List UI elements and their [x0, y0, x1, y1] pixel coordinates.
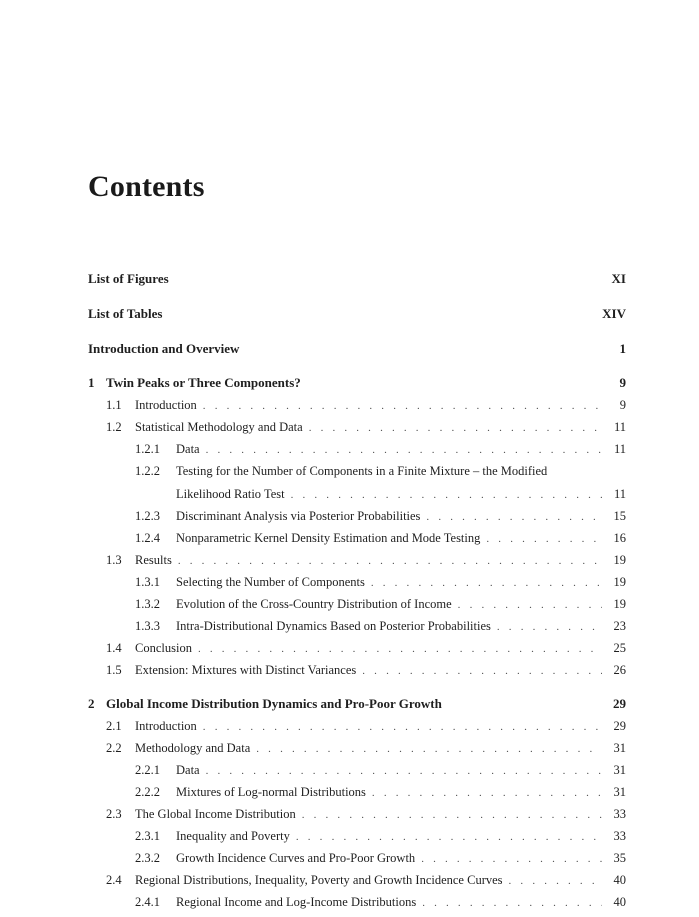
subsection-title: Discriminant Analysis via Posterior Probabilities — [176, 509, 421, 523]
subsection-title: Evolution of the Cross-Country Distribution of Income — [176, 597, 452, 611]
section-title: Statistical Methodology and Data — [135, 420, 303, 434]
section-title: Introduction — [135, 719, 197, 733]
subsection-number: 1.3.2 — [135, 597, 160, 611]
subsection-title: Mixtures of Log-normal Distributions — [176, 785, 366, 799]
toc-section-2-4[interactable] — [106, 873, 626, 888]
leader-dots — [206, 765, 602, 777]
subsection-number: 2.3.1 — [135, 829, 160, 843]
subsection-page: 35 — [613, 851, 626, 865]
subsection-page: 11 — [613, 442, 626, 456]
subsection-number: 2.2.1 — [135, 763, 160, 777]
leader-dots — [497, 621, 602, 633]
subsection-number: 1.2.2 — [135, 464, 160, 478]
subsection-title: Data — [176, 442, 200, 456]
section-number: 1.1 — [106, 398, 122, 412]
subsection-number: 1.2.4 — [135, 531, 160, 545]
subsection-page: 40 — [613, 895, 626, 909]
toc-subsection-1-3-1[interactable] — [135, 575, 626, 590]
section-number: 1.3 — [106, 553, 122, 567]
toc-subsection-2-3-2[interactable] — [135, 851, 626, 866]
section-page: 19 — [613, 553, 626, 567]
subsection-title: Selecting the Number of Components — [176, 575, 365, 589]
entry-title: List of Figures — [88, 271, 169, 286]
toc-section-2-1[interactable] — [106, 719, 626, 734]
section-number: 1.5 — [106, 663, 122, 677]
leader-dots — [486, 533, 602, 545]
leader-dots — [256, 743, 602, 755]
subsection-title-continued: Likelihood Ratio Test — [176, 487, 285, 501]
section-page: 29 — [613, 719, 626, 733]
leader-dots — [421, 853, 602, 865]
chapter-number: 2 — [88, 696, 95, 711]
toc-section-2-2[interactable] — [106, 741, 626, 756]
leader-dots — [309, 422, 602, 434]
section-number: 2.4 — [106, 873, 122, 887]
toc-entry-list-of-figures[interactable] — [88, 271, 626, 287]
toc-entry-list-of-tables[interactable] — [88, 306, 626, 322]
entry-title: Introduction and Overview — [88, 341, 240, 356]
chapter-number: 1 — [88, 375, 95, 390]
chapter-title: Twin Peaks or Three Components? — [106, 375, 301, 390]
section-number: 2.3 — [106, 807, 122, 821]
leader-dots — [422, 897, 602, 909]
section-number: 1.4 — [106, 641, 122, 655]
toc-chapter-2[interactable] — [88, 696, 626, 712]
subsection-number: 2.3.2 — [135, 851, 160, 865]
leader-dots — [291, 489, 602, 501]
section-title: Conclusion — [135, 641, 192, 655]
toc-subsection-1-2-2[interactable] — [135, 464, 626, 479]
section-number: 1.2 — [106, 420, 122, 434]
leader-dots — [458, 599, 602, 611]
section-page: 25 — [613, 641, 626, 655]
toc-subsection-1-2-2-continued[interactable] — [176, 487, 626, 502]
leader-dots — [203, 721, 602, 733]
subsection-number: 2.2.2 — [135, 785, 160, 799]
section-title: Extension: Mixtures with Distinct Variances — [135, 663, 357, 677]
chapter-page: 29 — [613, 696, 626, 711]
section-number: 2.1 — [106, 719, 122, 733]
toc-chapter-1[interactable] — [88, 375, 626, 391]
section-page: 26 — [613, 663, 626, 677]
subsection-number: 2.4.1 — [135, 895, 160, 909]
leader-dots — [426, 511, 602, 523]
leader-dots — [198, 643, 602, 655]
subsection-title: Nonparametric Kernel Density Estimation and Mode Testing — [176, 531, 481, 545]
subsection-page: 33 — [613, 829, 626, 843]
toc-subsection-2-4-1[interactable] — [135, 895, 626, 910]
entry-page: 1 — [619, 341, 626, 356]
entry-page: XI — [611, 271, 626, 286]
toc-subsection-1-2-3[interactable] — [135, 509, 626, 524]
leader-dots — [178, 555, 602, 567]
subsection-page: 19 — [613, 575, 626, 589]
subsection-title: Inequality and Poverty — [176, 829, 290, 843]
chapter-page: 9 — [619, 375, 626, 390]
toc-section-1-4[interactable] — [106, 641, 626, 656]
subsection-page: 31 — [613, 763, 626, 777]
section-title: Regional Distributions, Inequality, Poverty and Growth Incidence Curves — [135, 873, 503, 887]
page-title: Contents — [88, 170, 205, 203]
leader-dots — [362, 665, 602, 677]
toc-section-2-3[interactable] — [106, 807, 626, 822]
section-title: Methodology and Data — [135, 741, 251, 755]
section-title: Results — [135, 553, 172, 567]
leader-dots — [296, 831, 602, 843]
entry-title: List of Tables — [88, 306, 163, 321]
subsection-number: 1.2.3 — [135, 509, 160, 523]
subsection-number: 1.2.1 — [135, 442, 160, 456]
toc-subsection-1-3-2[interactable] — [135, 597, 626, 612]
toc-subsection-1-2-1[interactable] — [135, 442, 626, 457]
section-page: 9 — [619, 398, 626, 412]
subsection-page: 16 — [613, 531, 626, 545]
leader-dots — [203, 400, 602, 412]
section-page: 33 — [613, 807, 626, 821]
subsection-page: 15 — [613, 509, 626, 523]
section-page: 31 — [613, 741, 626, 755]
leader-dots — [302, 809, 602, 821]
toc-subsection-1-2-4[interactable] — [135, 531, 626, 546]
leader-dots — [206, 444, 602, 456]
toc-section-1-5[interactable] — [106, 663, 626, 678]
toc-subsection-2-2-1[interactable] — [135, 763, 626, 778]
subsection-number: 1.3.1 — [135, 575, 160, 589]
toc-section-1-1[interactable] — [106, 398, 626, 413]
subsection-page: 11 — [613, 487, 626, 501]
subsection-page: 19 — [613, 597, 626, 611]
section-number: 2.2 — [106, 741, 122, 755]
toc-section-1-2[interactable] — [106, 420, 626, 435]
toc-subsection-2-2-2[interactable] — [135, 785, 626, 800]
subsection-page: 23 — [613, 619, 626, 633]
leader-dots — [372, 787, 602, 799]
section-title: The Global Income Distribution — [135, 807, 296, 821]
subsection-title: Data — [176, 763, 200, 777]
subsection-title: Testing for the Number of Components in a Finite Mixture – the Modified — [176, 464, 548, 478]
leader-dots — [371, 577, 602, 589]
subsection-title: Growth Incidence Curves and Pro-Poor Growth — [176, 851, 416, 865]
toc-subsection-1-3-3[interactable] — [135, 619, 626, 634]
chapter-title: Global Income Distribution Dynamics and Pro-Poor Growth — [106, 696, 442, 711]
subsection-title: Regional Income and Log-Income Distributions — [176, 895, 417, 909]
toc-subsection-2-3-1[interactable] — [135, 829, 626, 844]
subsection-page: 31 — [613, 785, 626, 799]
section-page: 40 — [613, 873, 626, 887]
toc-section-1-3[interactable] — [106, 553, 626, 568]
section-page: 11 — [613, 420, 626, 434]
subsection-number: 1.3.3 — [135, 619, 160, 633]
toc-entry-introduction[interactable] — [88, 341, 626, 357]
section-title: Introduction — [135, 398, 197, 412]
leader-dots — [509, 875, 602, 887]
subsection-title: Intra-Distributional Dynamics Based on Posterior Probabilities — [176, 619, 491, 633]
entry-page: XIV — [602, 306, 626, 321]
